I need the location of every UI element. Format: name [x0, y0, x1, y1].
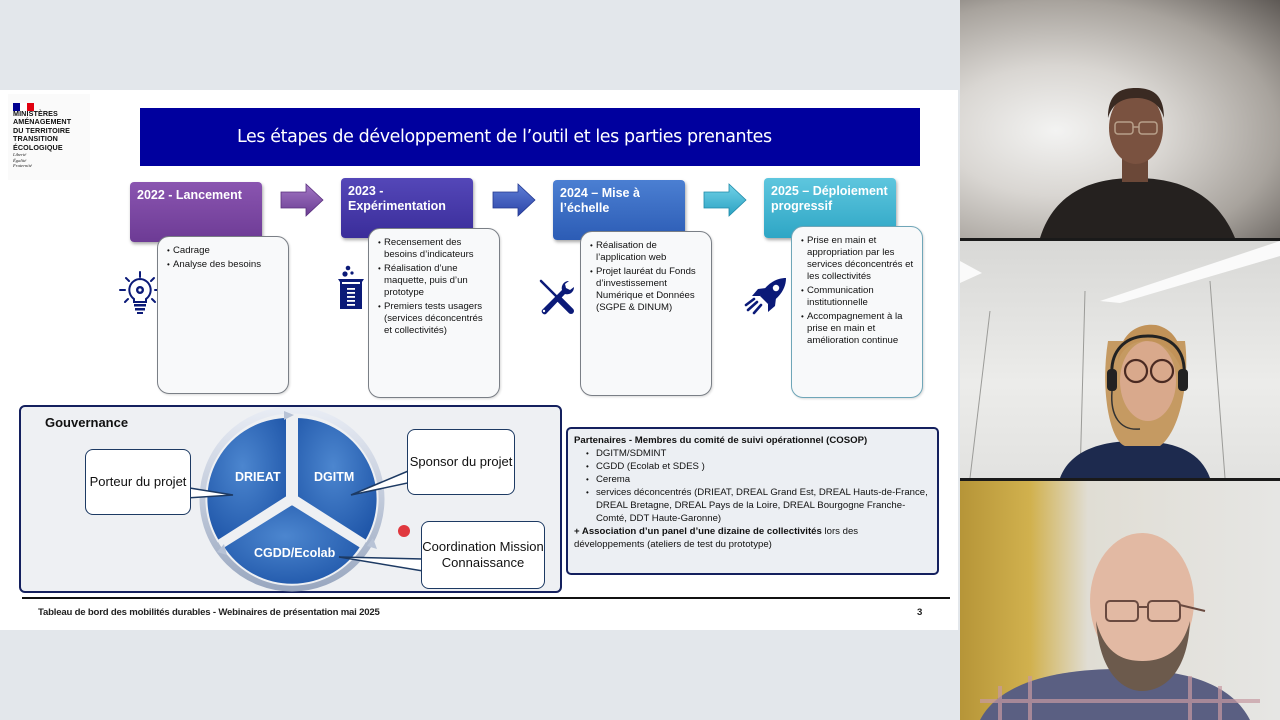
governance-panel: [19, 405, 562, 593]
participant-avatar: [960, 481, 1280, 720]
list-item: • Projet lauréat du Fonds d’investissement Numérique et Données (SGPE & DINUM): [591, 266, 705, 314]
phase-header-2024: 2024 – Mise à l’échelle: [553, 180, 685, 240]
segment-label-drieat: DRIEAT: [235, 470, 281, 484]
partners-panel: [566, 427, 939, 575]
slide-footer: Tableau de bord des mobilités durables - Webinaires de présentation mai 2025: [38, 607, 380, 618]
arrow-right-icon: [703, 183, 747, 217]
list-item: • Recensement des besoins d’indicateurs: [379, 237, 493, 261]
phase-header-2023: 2023 - Expérimentation: [341, 178, 473, 238]
segment-label-cgdd-ecolab: CGDD/Ecolab: [254, 546, 336, 560]
tools-icon: [538, 278, 576, 316]
page-number: 3: [917, 607, 923, 618]
segment-label-dgitm: DGITM: [314, 470, 355, 484]
phase-header-2025: 2025 – Déploiement progressif: [764, 178, 896, 238]
association-note: + Association d’un panel d’une dizaine de collectivités lors des développements (ateliers de test du prototype): [574, 526, 859, 550]
phase-card-2025: [791, 226, 923, 398]
phase-card-2022: [157, 236, 289, 394]
list-item: • Communication institutionnelle: [802, 285, 916, 309]
participant-video-3[interactable]: [960, 481, 1280, 720]
arrow-right-icon: [280, 183, 324, 217]
list-item: • Accompagnement à la prise en main et amélioration continue: [802, 311, 916, 347]
list-item: • services déconcentrés (DRIEAT, DREAL Grand Est, DREAL Hauts-de-France, DREAL Bretagne, DREAL Pays de la Loire, DREAL Bourgogne Franche-Comté, DDT Haute-Garonne): [586, 486, 931, 525]
slide-title-bar: [140, 108, 920, 166]
footer-divider: [22, 597, 950, 599]
partners-title: Partenaires - Membres du comité de suivi opérationnel (COSOP): [574, 435, 868, 446]
arrow-right-icon: [492, 183, 536, 217]
lightbulb-gear-icon: [118, 270, 162, 316]
participant-avatar: [960, 0, 1280, 238]
participant-avatar: [960, 241, 1280, 478]
callout-coordination: Coordination Mission Connaissance: [421, 521, 545, 589]
list-item: • Cerema: [586, 473, 931, 486]
beaker-icon: [336, 264, 366, 312]
participant-video-1[interactable]: [960, 0, 1280, 238]
ministry-name: MINISTÈRES AMÉNAGEMENT DU TERRITOIRE TRANSITION ÉCOLOGIQUE: [13, 109, 72, 152]
list-item: • DGITM/SDMINT: [586, 447, 931, 460]
participant-video-panel: [960, 0, 1280, 720]
rocket-icon: [744, 276, 790, 316]
phase-card-2024: [580, 231, 712, 396]
callout-sponsor: Sponsor du projet: [407, 429, 515, 495]
phase-card-2023: [368, 228, 500, 398]
ministry-logo: [8, 94, 90, 180]
presentation-slide: [0, 90, 958, 630]
governance-title: Gouvernance: [45, 415, 129, 430]
list-item: • Prise en main et appropriation par les services déconcentrés et les collectivités: [802, 235, 916, 283]
callout-porteur: Porteur du projet: [85, 449, 191, 515]
list-item: • Réalisation de l’application web: [591, 240, 705, 264]
list-item: • Cadrage: [168, 245, 282, 257]
list-item: • CGDD (Ecolab et SDES ): [586, 460, 931, 473]
french-flag-icon: [13, 98, 35, 106]
list-item: • Réalisation d’une maquette, puis d’un prototype: [379, 263, 493, 299]
participant-video-2[interactable]: [960, 241, 1280, 478]
list-item: • Premiers tests usagers (services déconcentrés et collectivités): [379, 301, 493, 337]
slide-title: Les étapes de développement de l’outil et les parties prenantes: [237, 127, 772, 147]
republic-motto: Liberté Égalité Fraternité: [13, 152, 32, 169]
list-item: • Analyse des besoins: [168, 259, 282, 271]
phase-header-2022: 2022 - Lancement: [130, 182, 262, 242]
